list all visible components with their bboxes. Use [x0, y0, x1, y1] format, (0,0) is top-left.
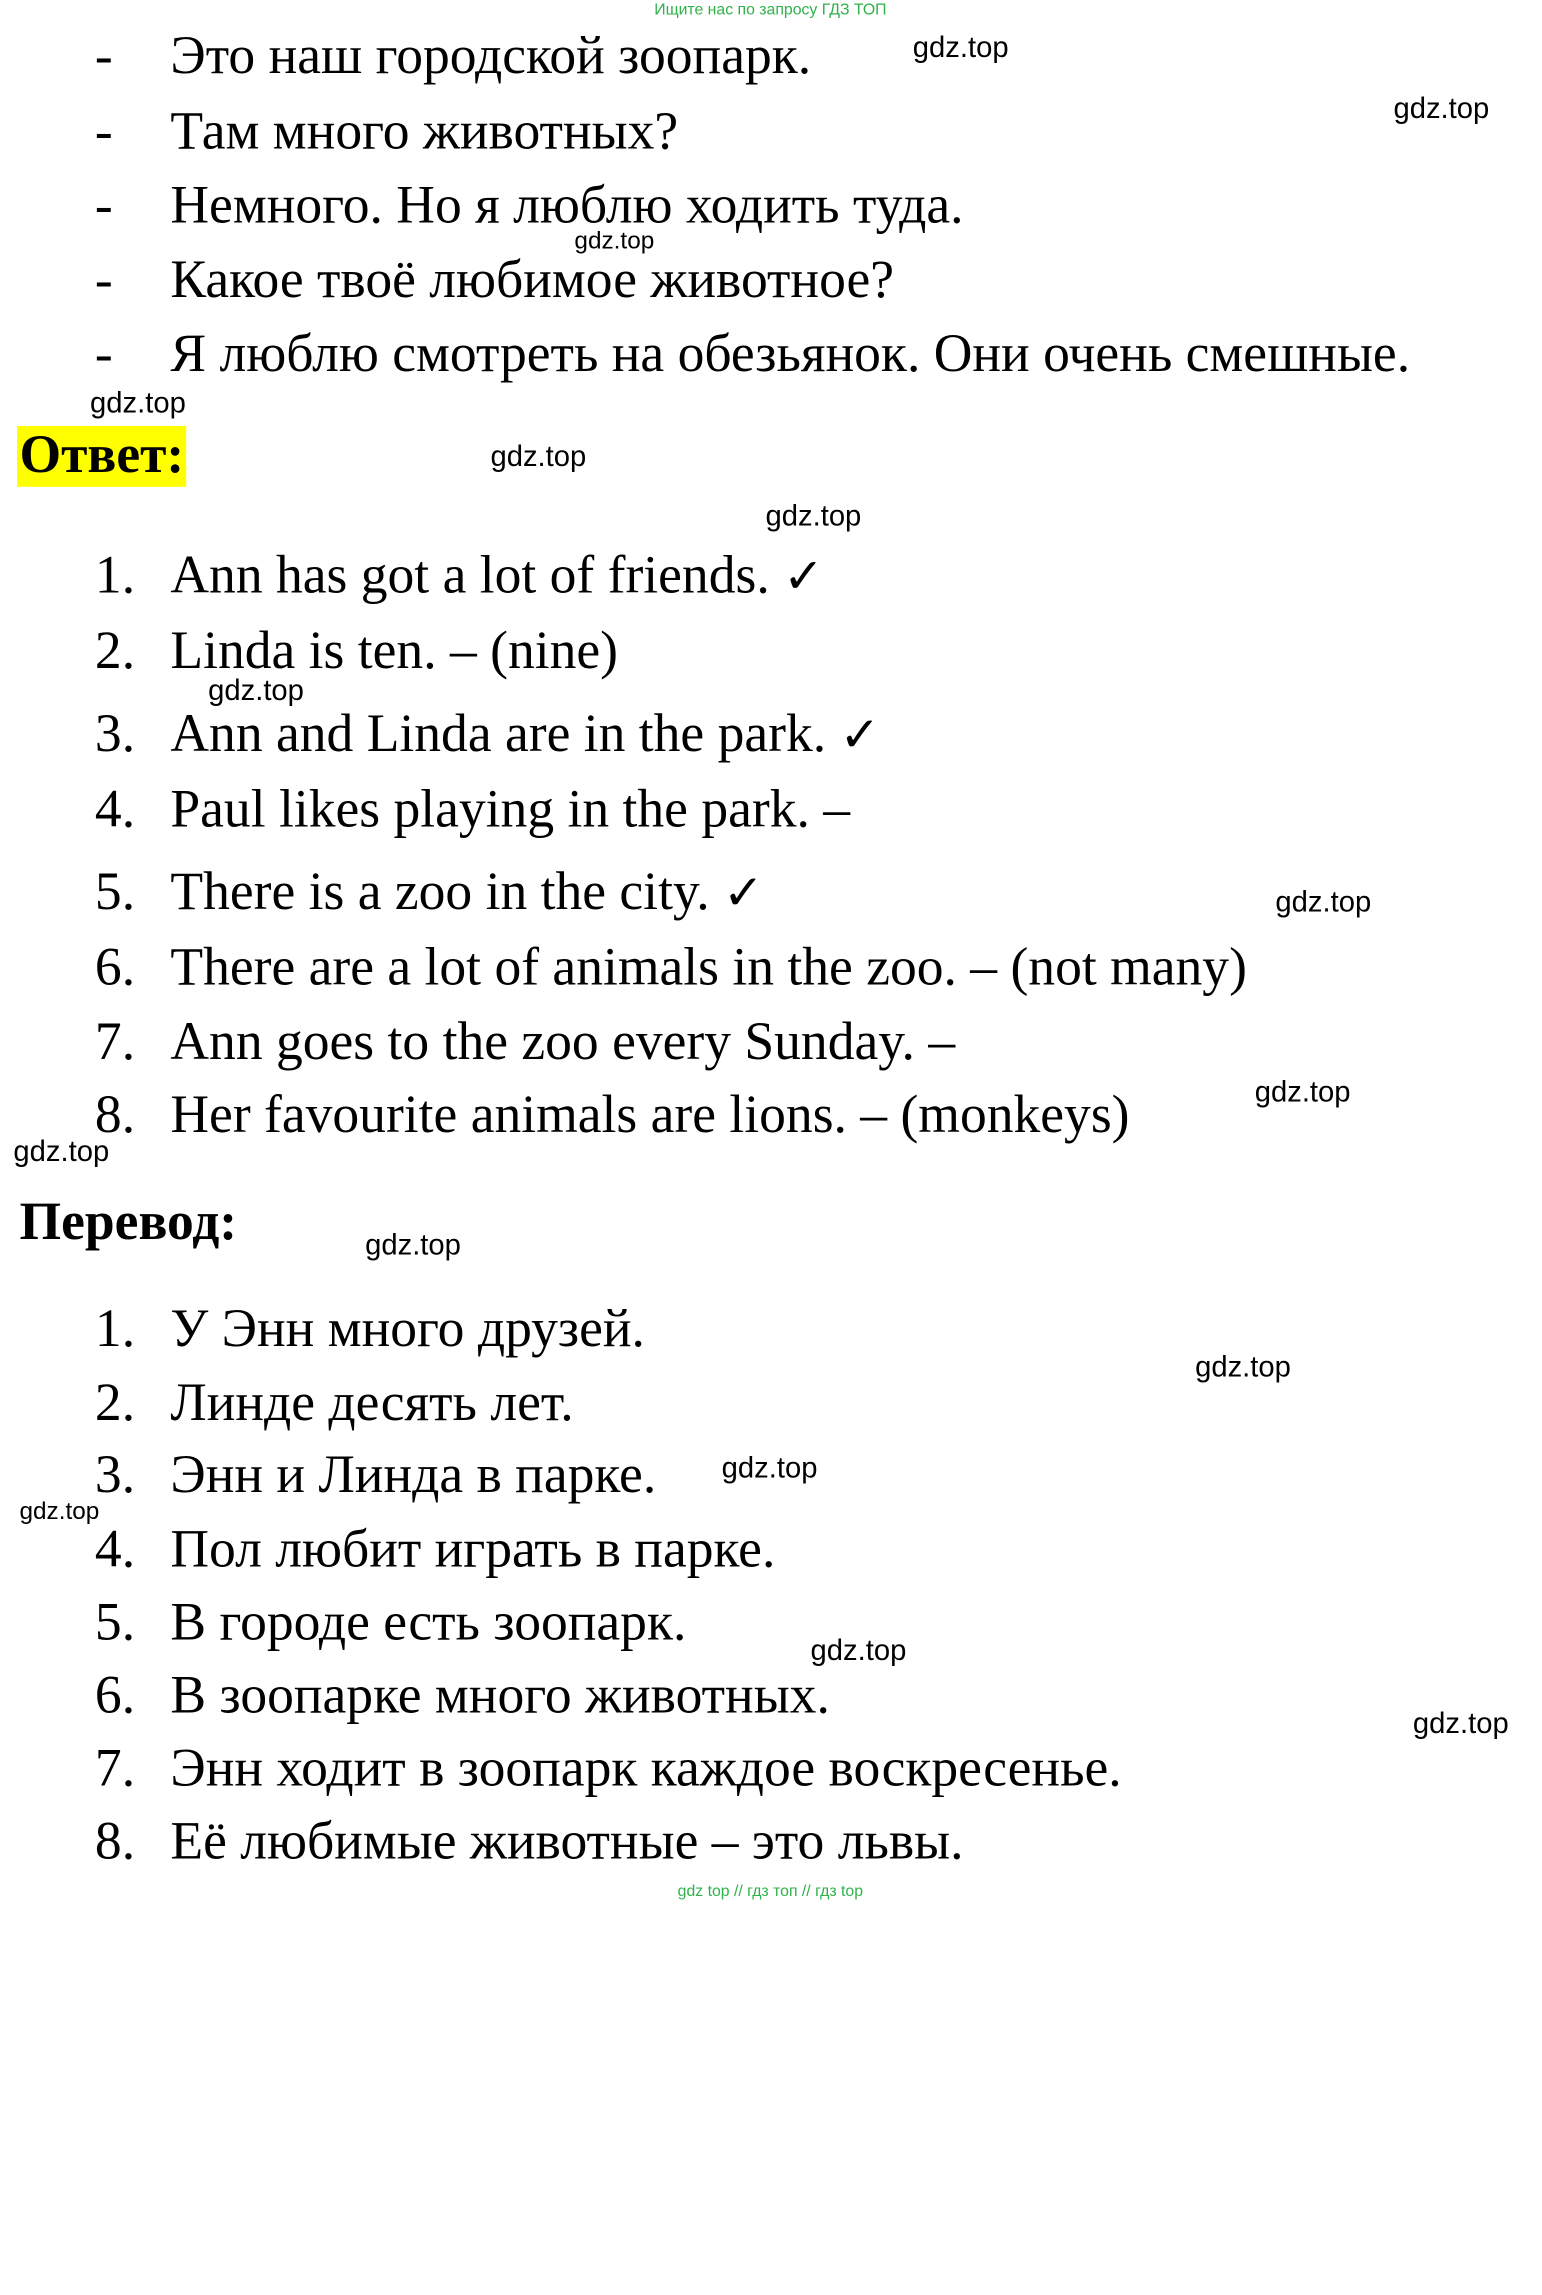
- watermark: gdz.top: [208, 674, 304, 708]
- answer-number: 1.: [94, 545, 136, 605]
- watermark: gdz.top: [1195, 1350, 1291, 1384]
- translation-number: 2.: [94, 1372, 136, 1433]
- answer-text: Paul likes playing in the park. –: [170, 778, 851, 839]
- watermark: gdz.top: [13, 1135, 110, 1169]
- answer-number: 2.: [94, 620, 136, 681]
- dialogue-dash: -: [94, 323, 113, 384]
- translation-number: 5.: [94, 1591, 136, 1652]
- watermark: gdz.top: [365, 1229, 461, 1263]
- watermark: gdz.top: [765, 500, 862, 534]
- answer-number: 8.: [94, 1084, 136, 1144]
- dialogue-dash: -: [94, 25, 113, 86]
- watermark-bottom: gdz top // гдз топ // гдз top: [677, 1881, 864, 1900]
- watermark: gdz.top: [1412, 1707, 1509, 1741]
- dialogue-text: Это наш городской зоопарк.: [170, 25, 812, 86]
- translation-text: Её любимые животные – это львы.: [170, 1810, 964, 1871]
- watermark: gdz.top: [721, 1451, 818, 1485]
- watermark: gdz.top: [1275, 885, 1372, 919]
- translation-text: В зоопарке много животных.: [170, 1664, 830, 1725]
- checkmark-icon: ✓: [839, 707, 881, 764]
- translation-text: У Энн много друзей.: [170, 1298, 645, 1359]
- translation-text: Энн ходит в зоопарк каждое воскресенье.: [170, 1737, 1122, 1798]
- watermark: gdz.top: [574, 227, 655, 255]
- answer-number: 5.: [94, 861, 136, 922]
- translation-heading: Перевод:: [19, 1191, 238, 1252]
- translation-text: Пол любит играть в парке.: [170, 1518, 776, 1579]
- answer-heading: Ответ:: [17, 426, 187, 487]
- translation-number: 7.: [94, 1737, 136, 1798]
- answer-number: 3.: [94, 703, 136, 764]
- watermark: gdz.top: [19, 1498, 100, 1525]
- watermark: gdz.top: [1393, 92, 1490, 126]
- translation-number: 1.: [94, 1298, 136, 1359]
- answer-number: 6.: [94, 937, 136, 997]
- dialogue-text: Какое твоё любимое животное?: [170, 249, 895, 310]
- answer-text: There are a lot of animals in the zoo. – (not many): [170, 937, 1247, 997]
- dialogue-text: Немного. Но я люблю ходить туда.: [170, 175, 964, 235]
- dialogue-text: Там много животных?: [170, 101, 679, 161]
- translation-number: 8.: [94, 1810, 136, 1871]
- answer-text: Ann has got a lot of friends.: [170, 545, 770, 605]
- translation-text: Энн и Линда в парке.: [170, 1444, 657, 1505]
- answer-text: Her favourite animals are lions. – (monkeys): [170, 1084, 1130, 1144]
- watermark: gdz.top: [490, 440, 587, 474]
- dialogue-dash: -: [94, 101, 113, 161]
- answer-text: There is a zoo in the city.: [170, 861, 710, 922]
- watermark: gdz.top: [1254, 1075, 1351, 1109]
- answer-number: 7.: [94, 1011, 136, 1071]
- answer-number: 4.: [94, 778, 136, 839]
- dialogue-text: Я люблю смотреть на обезьянок. Они очень смешные.: [170, 323, 1411, 384]
- answer-text: Ann and Linda are in the park.: [170, 703, 827, 764]
- watermark: gdz.top: [810, 1634, 907, 1668]
- watermark: gdz.top: [90, 387, 186, 420]
- translation-text: В городе есть зоопарк.: [170, 1591, 687, 1652]
- translation-number: 4.: [94, 1518, 136, 1579]
- translation-number: 6.: [94, 1664, 136, 1725]
- watermark-top: Ищите нас по запросу ГДЗ ТОП: [654, 0, 887, 19]
- translation-text: Линде десять лет.: [170, 1372, 574, 1433]
- watermark: gdz.top: [912, 31, 1009, 65]
- dialogue-dash: -: [94, 249, 113, 310]
- translation-number: 3.: [94, 1444, 136, 1505]
- checkmark-icon: ✓: [783, 548, 824, 605]
- answer-text: Ann goes to the zoo every Sunday. –: [170, 1011, 956, 1071]
- dialogue-dash: -: [94, 175, 113, 235]
- answer-text: Linda is ten. – (nine): [170, 620, 618, 681]
- checkmark-icon: ✓: [723, 865, 764, 922]
